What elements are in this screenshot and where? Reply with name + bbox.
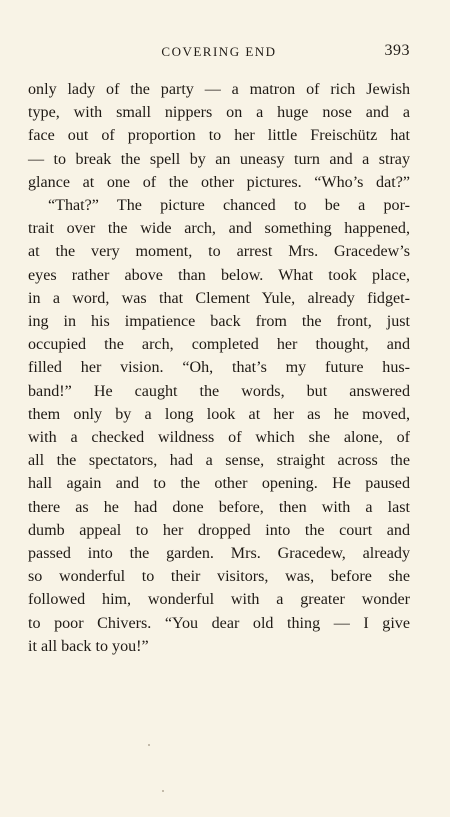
text-line: in a word, was that Clement Yule, already fidget- bbox=[28, 289, 410, 307]
text-line: eyes rather above than below. What took place, bbox=[28, 266, 410, 284]
text-line: followed him, wonderful with a greater wonder bbox=[28, 591, 410, 609]
text-line: — to break the spell by an uneasy turn and a stray bbox=[28, 150, 410, 168]
paper-speck bbox=[162, 790, 164, 792]
text-line: there as he had done before, then with a last bbox=[28, 498, 410, 516]
text-line: filled her vision. “Oh, that’s my future hus- bbox=[28, 359, 410, 377]
text-line: hall again and to the other opening. He paused bbox=[28, 475, 410, 493]
text-line: face out of proportion to her little Freischütz hat bbox=[28, 127, 410, 145]
text-line: them only by a long look at her as he moved, bbox=[28, 405, 410, 423]
text-line: to poor Chivers. “You dear old thing — I give bbox=[28, 614, 410, 632]
text-line: “That?” The picture chanced to be a por- bbox=[48, 197, 410, 215]
paper-speck bbox=[148, 744, 150, 746]
running-title: COVERING END bbox=[161, 44, 277, 59]
text-line: type, with small nippers on a huge nose and a bbox=[28, 104, 410, 122]
text-line: occupied the arch, completed her thought, and bbox=[28, 336, 410, 354]
text-line: glance at one of the other pictures. “Who’s dat?” bbox=[28, 173, 410, 191]
body-text bbox=[28, 78, 410, 658]
text-line: with a checked wildness of which she alone, of bbox=[28, 429, 410, 447]
page-number: 393 bbox=[384, 42, 410, 59]
text-line: ing in his impatience back from the front, just bbox=[28, 313, 410, 331]
running-head bbox=[28, 44, 410, 66]
text-line: trait over the wide arch, and something happened, bbox=[28, 220, 410, 238]
text-line: at the very moment, to arrest Mrs. Gracedew’s bbox=[28, 243, 410, 261]
text-line: it all back to you!” bbox=[28, 637, 149, 655]
text-line: passed into the garden. Mrs. Gracedew, already bbox=[28, 545, 410, 563]
text-line: so wonderful to their visitors, was, before she bbox=[28, 568, 410, 586]
text-line: all the spectators, had a sense, straight across the bbox=[28, 452, 410, 470]
text-line: dumb appeal to her dropped into the court and bbox=[28, 521, 410, 539]
text-line: only lady of the party — a matron of rich Jewish bbox=[28, 81, 410, 98]
text-line: band!” He caught the words, but answered bbox=[28, 382, 410, 400]
